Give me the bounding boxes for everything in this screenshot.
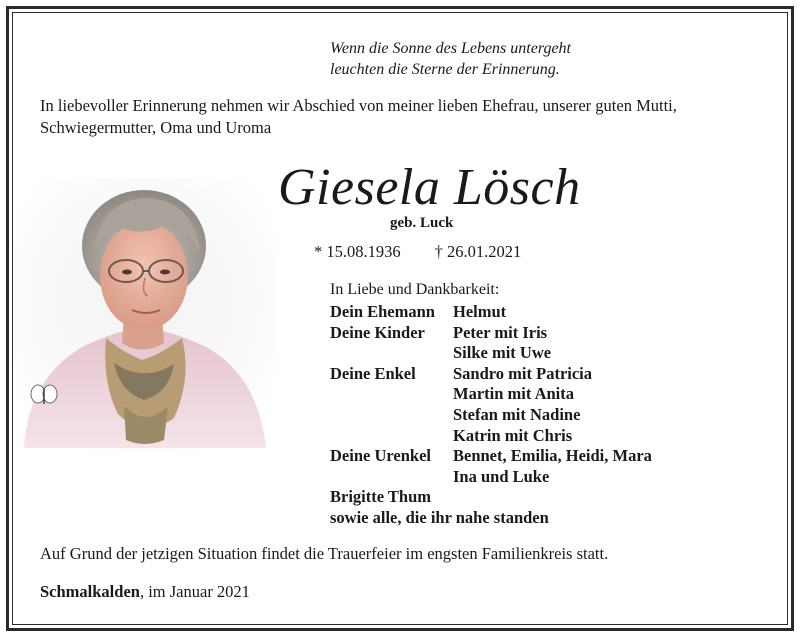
family-member: Peter mit Iris [453,322,548,342]
mourner-line: Brigitte Thum [330,487,431,507]
mourner-line: sowie alle, die ihr nahe standen [330,507,549,527]
maiden-name: geb. Luck [390,215,454,231]
family-member: Ina und Luke [453,466,550,486]
family-row [330,405,652,426]
closing-note: Auf Grund der jetzigen Situation findet die Trauerfeier im engsten Familienkreis statt. [40,544,609,563]
family-row [330,467,652,488]
family-relation [330,426,453,447]
family-relation: Dein Ehemann [330,302,435,321]
family-list [330,302,652,529]
motto [330,38,571,80]
motto-line: Wenn die Sonne des Lebens untergeht [330,40,571,57]
intro-text: In liebevoller Erinnerung nehmen wir Abschied von meiner lieben Ehefrau, unserer guten Mutti, Schwiegermutter, Oma und Uroma [40,96,677,137]
life-dates [314,242,555,262]
family-row [330,384,652,405]
family-member: Silke mit Uwe [453,343,552,363]
family-row [330,446,652,467]
family-relation: Deine Enkel [330,363,416,383]
death-date: † 26.01.2021 [434,242,522,261]
thanks-line: In Liebe und Dankbarkeit: [330,281,500,298]
place-date [40,582,250,602]
family-member: Helmut [453,302,507,321]
family-row [330,364,652,385]
family-member: Katrin mit Chris [453,425,573,445]
family-relation: Deine Urenkel [330,446,431,466]
family-member: Sandro mit Patricia [453,363,593,383]
family-row [330,426,652,447]
family-relation: Deine Kinder [330,322,425,342]
date-line: , im Januar 2021 [139,582,250,601]
family-row [330,323,652,344]
place-name: Schmalkalden [40,582,140,601]
family-relation [330,467,453,488]
family-relation [330,405,453,426]
family-row [330,302,652,323]
birth-date: * 15.08.1936 [314,242,401,261]
family-member: Stefan mit Nadine [453,404,581,424]
deceased-name: Giesela Lösch [278,159,581,216]
family-row [330,343,652,364]
family-relation [330,384,453,405]
family-member: Bennet, Emilia, Heidi, Mara [453,446,652,466]
family-relation [330,343,453,364]
motto-line: leuchten die Sterne der Erinnerung. [330,61,560,78]
portrait-photo [14,178,276,454]
family-member: Martin mit Anita [453,384,574,404]
